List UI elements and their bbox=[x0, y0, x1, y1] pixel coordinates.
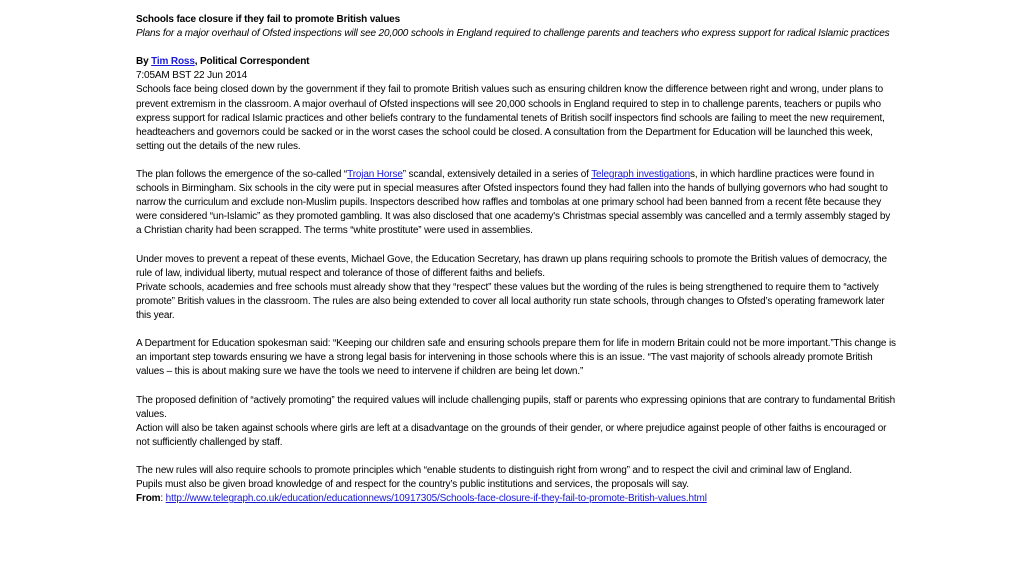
timestamp: 7:05AM BST 22 Jun 2014 bbox=[136, 70, 248, 82]
spacer bbox=[136, 41, 896, 55]
source-separator: : bbox=[160, 493, 166, 505]
paragraph-5: A Department for Education spokesman said: “Keeping our children safe and ensuring schools prepare them for life in modern Britain could not be more important.”This change is an important step towards ensuring we have a strong legal basis for intervening in those schools where this is an issue. “The vast majority of schools already promote British values – this is about making sure we have the tools we need to intervene if children are being let down.” bbox=[136, 338, 896, 378]
byline bbox=[136, 55, 896, 69]
paragraph-3: Under moves to prevent a repeat of these events, Michael Gove, the Education Secretary, has drawn up plans requiring schools to promote the British values of democracy, the rule of law, individual liberty, mutual respect and tolerance of those of different faiths and beliefs. bbox=[136, 253, 887, 279]
paragraph-7: Action will also be taken against schools where girls are left at a disadvantage on the grounds of their gender, or where prejudice against people of other faiths is encouraged or not sufficiently challenged by staff. bbox=[136, 422, 887, 448]
article bbox=[136, 13, 896, 506]
paragraph-2-text-b: ” scandal, extensively detailed in a series of bbox=[402, 169, 592, 181]
spacer bbox=[136, 450, 896, 464]
paragraph-6: The proposed definition of “actively promoting” the required values will include challenging pupils, staff or parents who expressing opinions that are contrary to fundamental British values. bbox=[136, 394, 896, 420]
paragraph-4: Private schools, academies and free schools must already show that they “respect” these values but the wording of the rules is being strengthened to require them to “actively promote” British values in the classroom. The rules are also being extended to cover all local authority run state schools, through changes to Ofsted’s operating framework later this year. bbox=[136, 281, 885, 321]
paragraph-9: Pupils must also be given broad knowledge of and respect for the country’s public institutions and services, the proposals will say. bbox=[136, 479, 689, 491]
byline-prefix: By bbox=[136, 56, 152, 68]
source-line bbox=[136, 492, 896, 506]
trojan-horse-link[interactable]: Trojan Horse bbox=[347, 169, 403, 181]
paragraph-1: Schools face being closed down by the government if they fail to promote British values such as ensuring children know the difference between right and wrong, under plans to prevent extremism in the classroom. A major overhaul of Ofsted inspections will see 20,000 schools in England required to step in to challenge parents, teachers or pupils who express support for radical Islamic practices and other beliefs contrary to the fundamental tenets of British socilf inspectors find schools are failing to meet the new requirement, headteachers and governors could be sacked or in the worst cases the school could be closed. A consultation from the Department for Education will be launched this week, setting out the details of the new rules. bbox=[136, 84, 885, 152]
spacer bbox=[136, 154, 896, 168]
paragraph-2-text-a: The plan follows the emergence of the so-called “ bbox=[136, 169, 348, 181]
telegraph-investigation-link[interactable]: Telegraph investigation bbox=[591, 169, 691, 181]
spacer bbox=[136, 323, 896, 337]
paragraph-2 bbox=[136, 168, 896, 238]
source-label: From bbox=[136, 493, 161, 505]
spacer bbox=[136, 239, 896, 253]
paragraph-8: The new rules will also require schools to promote principles which “enable students to distinguish right from wrong” and to respect the civil and criminal law of England. bbox=[136, 465, 852, 476]
standfirst: Plans for a major overhaul of Ofsted inspections will see 20,000 schools in England required to challenge parents and teachers who express support for radical Islamic practices bbox=[136, 28, 890, 40]
paragraph-2-text-c: s, in which hardline practices were found in schools in Birmingham. Six schools in the city were put in special measures after Ofsted inspectors found they had fallen into the hands of bullying governors who had sought to narrow the curriculum and exclude non-Muslim pupils. Inspectors described how raffles and tombolas at one primary school had been banned from a recent fête because they were considered “un-Islamic” as they promoted gambling. It was also disclosed that one academy's Christmas special assembly was cancelled and a termly assembly staged by a Christian charity had been scrapped. The terms “white prostitute” were used in assemblies. bbox=[136, 169, 891, 237]
spacer bbox=[136, 379, 896, 393]
author-link[interactable]: Tim Ross bbox=[151, 56, 195, 68]
byline-role: , Political Correspondent bbox=[194, 56, 310, 68]
headline: Schools face closure if they fail to promote British values bbox=[136, 14, 400, 25]
source-url-link[interactable]: http://www.telegraph.co.uk/education/educationnews/10917305/Schools-face-closure-if-they-fail-to-promote-British-values.html bbox=[165, 493, 707, 505]
